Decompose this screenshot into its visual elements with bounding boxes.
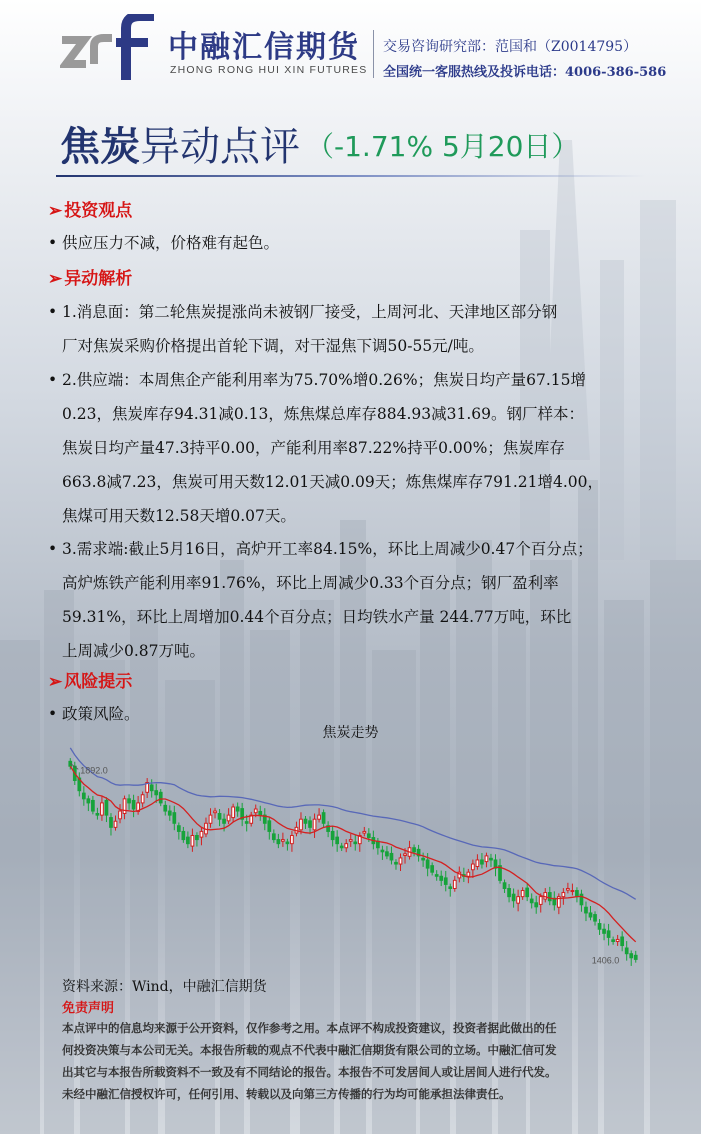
candle-body	[562, 893, 565, 897]
candle-body	[141, 795, 144, 803]
data-source: 资料来源：Wind，中融汇信期货	[62, 979, 267, 995]
candle-body	[539, 897, 542, 905]
candle-body	[150, 785, 153, 791]
arrow-icon: ➢	[48, 201, 63, 221]
candle-body	[390, 853, 393, 860]
section-heading-analysis: ➢ 异动解析	[48, 269, 133, 289]
candle-body	[286, 842, 289, 844]
candle-body	[349, 840, 352, 842]
disclaimer-line: 出其它与本报告所载资料不一致及有不同结论的报告。本报告不可发居间人或让居间人进行代发。	[62, 1065, 557, 1079]
candle-body	[589, 913, 592, 917]
candle-body	[272, 834, 275, 840]
bullet-icon: •	[48, 234, 58, 252]
candle-body	[594, 915, 597, 922]
candle-body	[444, 878, 447, 885]
candle-body	[526, 888, 529, 897]
disclaimer-line: 本点评中的信息均来源于公开资料，仅作参考之用。本点评不构成投资建议，投资者据此做出的任	[62, 1021, 557, 1035]
disclaimer-title: 免责声明	[62, 1001, 115, 1016]
candle-body	[508, 888, 511, 896]
arrow-icon: ➢	[48, 672, 63, 692]
candle-body	[110, 818, 113, 828]
candle-body	[431, 866, 434, 873]
candle-body	[612, 940, 615, 942]
candle-body	[616, 939, 619, 941]
candle-body	[440, 876, 443, 880]
candle-body	[598, 924, 601, 930]
candle-body	[318, 815, 321, 819]
candle-body	[386, 852, 389, 856]
candle-body	[625, 948, 628, 954]
candle-body	[345, 844, 348, 848]
bullet-icon: •	[48, 371, 58, 389]
candle-body	[119, 811, 122, 819]
candle-body	[426, 860, 429, 868]
section-heading-view: ➢ 投资观点	[48, 201, 133, 221]
arrow-icon: ➢	[48, 269, 63, 289]
high-price-label: 1892.0	[80, 765, 108, 776]
candle-body	[209, 815, 212, 823]
candle-body	[476, 860, 479, 867]
candle-body	[200, 831, 203, 837]
page-title	[60, 115, 579, 172]
candle-body	[87, 799, 90, 803]
view-paragraph	[48, 226, 678, 260]
candle-body	[313, 819, 316, 830]
candle-body	[82, 793, 85, 799]
title-product: 焦炭	[60, 124, 140, 170]
title-change: （-1.71% 5月20日）	[306, 130, 580, 163]
candle-body	[340, 846, 343, 848]
candle-body	[413, 848, 416, 852]
candle-body	[218, 814, 221, 820]
candle-body	[607, 931, 610, 938]
candle-body	[567, 888, 570, 890]
candle-body	[304, 819, 307, 823]
candle-body	[336, 837, 339, 844]
view-item: • 供应压力不减，价格难有起色。	[48, 226, 678, 260]
candle-body	[517, 897, 520, 904]
candle-body	[173, 813, 176, 824]
candle-body	[300, 819, 303, 830]
candle-body	[128, 799, 131, 803]
candle-body	[123, 799, 126, 814]
candle-body	[354, 842, 357, 844]
candle-body	[548, 893, 551, 901]
candle-body	[485, 856, 488, 862]
candle-body	[449, 887, 452, 889]
logo-chinese-name: 中融汇信期货	[168, 30, 360, 65]
candle-body	[259, 811, 262, 815]
candle-body	[277, 840, 280, 844]
candle-body	[236, 807, 239, 811]
candle-body	[309, 821, 312, 828]
candle-body	[453, 880, 456, 888]
section-heading-risk: ➢ 风险提示	[48, 672, 133, 692]
moving-average-long-line	[70, 748, 635, 899]
bullet-icon: •	[48, 303, 58, 321]
candle-body	[634, 955, 637, 959]
candle-body	[399, 858, 402, 864]
candle-body	[114, 821, 117, 827]
risk-item: • 政策风险。	[48, 697, 678, 731]
candle-body	[331, 831, 334, 839]
candle-body	[155, 791, 158, 795]
candle-body	[223, 819, 226, 823]
coke-price-candlestick-chart	[62, 742, 652, 982]
logo-english-name: ZHONG RONG HUI XIN FUTURES	[170, 64, 368, 76]
candle-body	[282, 840, 285, 842]
candle-body	[472, 864, 475, 870]
candle-body	[530, 899, 533, 903]
candle-body	[467, 872, 470, 876]
candle-body	[512, 894, 515, 901]
candle-body	[245, 822, 248, 824]
candle-body	[535, 903, 538, 907]
candle-body	[187, 837, 190, 844]
candle-body	[381, 850, 384, 852]
candle-body	[490, 858, 493, 860]
disclaimer-line: 未经中融汇信授权许可，任何引用、转载以及向第三方传播的行为均可能承担法律责任。	[62, 1087, 511, 1101]
candle-body	[544, 893, 547, 900]
analysis-item-news: • 1.消息面：第二轮焦炭提涨尚未被钢厂接受，上周河北、天津地区部分钢 厂对焦炭采购价格提出首轮下调，对干湿焦下调50-55元/吨。	[48, 295, 678, 363]
candle-body	[96, 814, 99, 816]
candle-body	[521, 891, 524, 897]
candle-body	[630, 954, 633, 958]
candle-body	[291, 836, 294, 844]
candle-body	[585, 907, 588, 913]
candle-body	[603, 929, 606, 933]
candle-body	[191, 836, 194, 847]
low-price-label: 1406.0	[591, 955, 620, 966]
candle-body	[182, 831, 185, 839]
candle-body	[621, 937, 624, 946]
analysis-item-demand: • 3.需求端:截止5月16日，高炉开工率84.15%，环比上周减少0.47个百分点； 高炉炼铁产能利用率91.76%，环比上周减少0.33个百分点；钢厂盈利率 59.31%，环比上周增加0.44个百分点；日均铁水产量 244.77万吨，环比 上周减少0.87万吨。	[48, 532, 678, 668]
title-underline	[56, 175, 646, 177]
candle-body	[435, 875, 438, 877]
candle-body	[363, 831, 366, 833]
candle-body	[503, 883, 506, 889]
candle-body	[481, 860, 484, 864]
candle-body	[227, 815, 230, 821]
candle-body	[571, 891, 574, 892]
candle-body	[196, 836, 199, 840]
disclaimer-line: 何投资决策与本公司无关。本报告所载的观点不代表中融汇信期货有限公司的立场。中融汇信可发	[62, 1043, 557, 1057]
candle-body	[268, 821, 271, 832]
analysis-item-supply: • 2.供应端：本周焦企产能利用率为75.70%增0.26%；焦炭日均产量67.15增 0.23，焦炭库存94.31减0.13，炼焦煤总库存884.93减31.69。钢厂样本： 焦炭日均产量47.3持平0.00，产能利用率87.22%持平0.00%；焦炭库存 663.8减7.23，焦炭可用天数12.01天减0.09天；炼焦煤库存791.21增4.00， 焦煤可用天数12.58天增0.07天。	[48, 363, 678, 533]
chart-title: 焦炭走势	[322, 725, 379, 741]
header-divider	[373, 30, 374, 78]
candle-body	[395, 862, 398, 864]
candle-body	[214, 811, 217, 813]
candle-body	[105, 800, 108, 815]
candle-body	[168, 811, 171, 815]
bullet-icon: •	[48, 705, 58, 723]
candle-body	[92, 800, 95, 811]
candle-body	[132, 800, 135, 809]
company-logo	[60, 14, 166, 80]
disclaimer-text	[62, 1017, 642, 1105]
candle-body	[254, 809, 257, 813]
title-type: 异动点评	[140, 124, 300, 170]
candle-body	[159, 792, 162, 803]
candle-body	[177, 826, 180, 832]
candle-body	[101, 803, 104, 815]
candle-body	[164, 805, 167, 811]
candle-body	[322, 813, 325, 824]
candle-body	[404, 854, 407, 856]
bullet-icon: •	[48, 540, 58, 558]
candle-body	[422, 858, 425, 860]
analyst-contact: 交易咨询研究部：范国和（Z0014795）	[383, 39, 638, 55]
candle-body	[576, 891, 579, 897]
hotline-contact: 全国统一客服热线及投诉电话：4006-386-586	[383, 65, 667, 80]
candle-body	[232, 807, 235, 818]
candle-body	[367, 834, 370, 838]
